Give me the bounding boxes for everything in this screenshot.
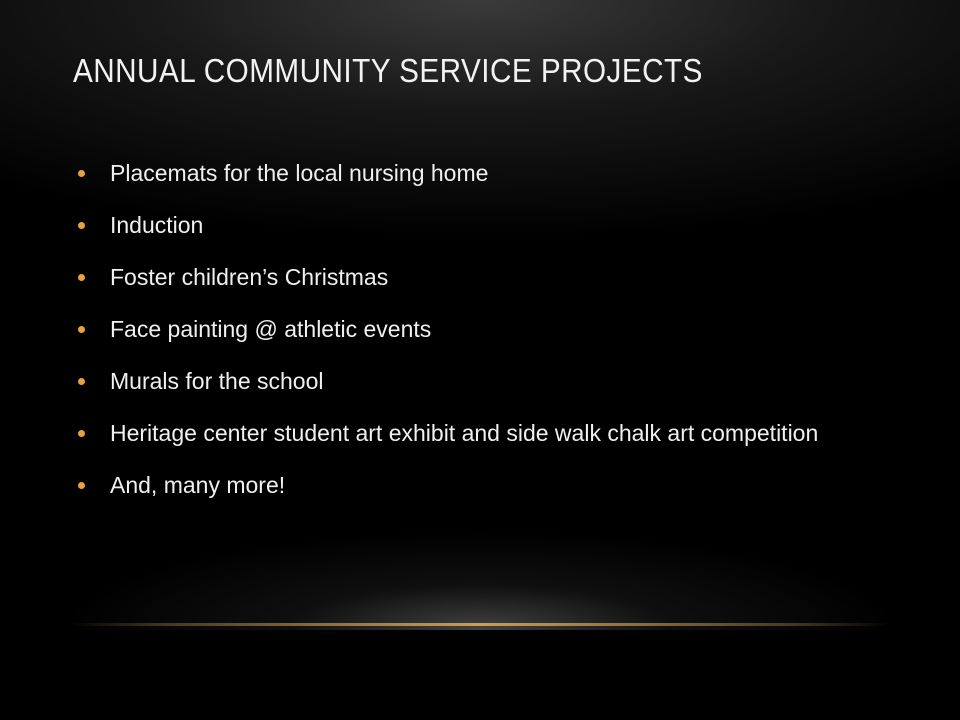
bullet-item: [78, 366, 868, 397]
bullet-icon: [78, 430, 85, 437]
bullet-icon: [78, 378, 85, 385]
bullet-icon: [78, 482, 85, 489]
bullet-text: Murals for the school: [110, 368, 324, 394]
bullet-list: [78, 158, 868, 522]
floor-glow: [60, 520, 900, 630]
bullet-text: Induction: [110, 212, 204, 238]
bullet-text: Heritage center student art exhibit and side walk chalk art competition: [110, 420, 819, 446]
bullet-item: [78, 470, 868, 501]
slide-title: ANNUAL COMMUNITY SERVICE PROJECTS: [73, 52, 703, 89]
bullet-item: [78, 158, 868, 189]
accent-rule: [70, 623, 890, 626]
bullet-icon: [78, 326, 85, 333]
bullet-icon: [78, 274, 85, 281]
bullet-item: [78, 210, 868, 241]
bullet-item: [78, 314, 868, 345]
bullet-text: And, many more!: [110, 472, 286, 498]
bullet-text: Placemats for the local nursing home: [110, 160, 489, 186]
bullet-text: Foster children’s Christmas: [110, 264, 389, 290]
bullet-icon: [78, 222, 85, 229]
bullet-text: Face painting @ athletic events: [110, 316, 432, 342]
bullet-icon: [78, 170, 85, 177]
bullet-item: [78, 418, 868, 449]
bullet-item: [78, 262, 868, 293]
